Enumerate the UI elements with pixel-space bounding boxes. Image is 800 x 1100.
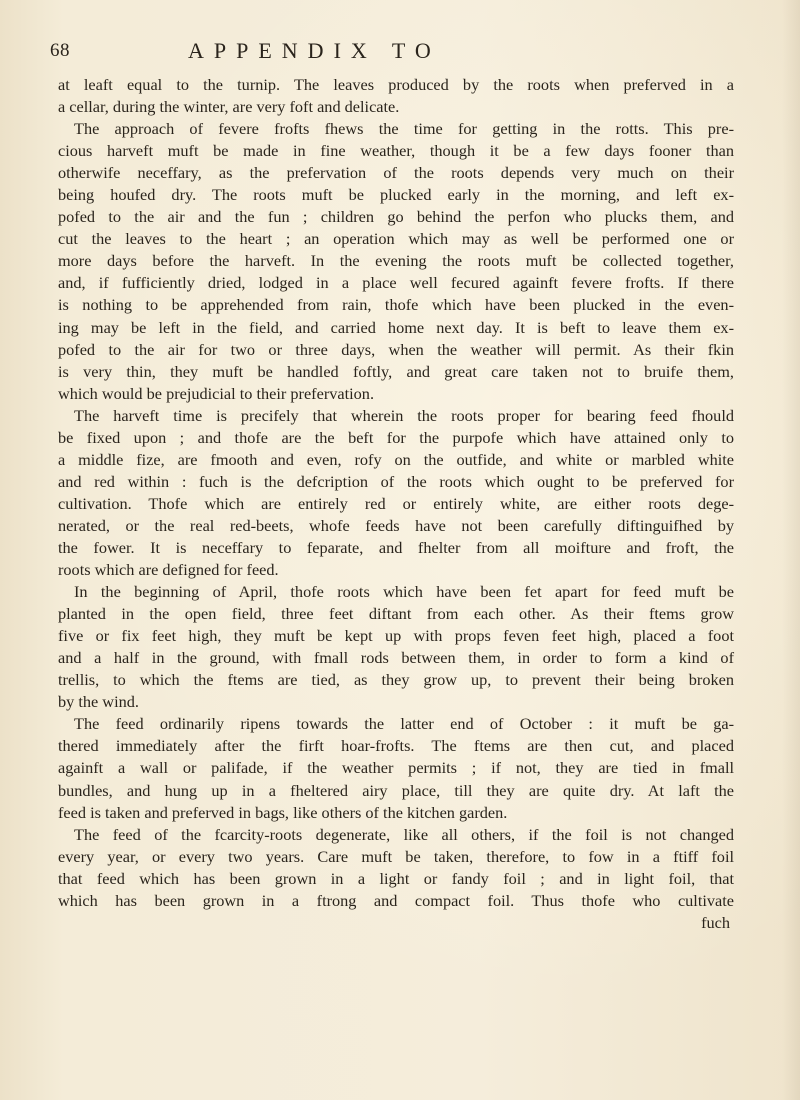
text-line: nerated, or the real red-beets, whofe feeds have not been carefully diftinguifhed by bbox=[58, 515, 734, 535]
text-line: which has been grown in a ftrong and compact foil. Thus thofe who cultivate bbox=[58, 890, 734, 910]
text-line: by the wind. bbox=[58, 692, 139, 712]
text-line: and a half in the ground, with fmall rods between them, in order to form a kind of bbox=[58, 648, 734, 668]
text-line: pofed to the air and the fun ; children go behind the perfon who plucks them, and bbox=[58, 207, 734, 227]
body-text bbox=[58, 74, 734, 934]
text-line: at leaft equal to the turnip. The leaves produced by the roots when preferved in a bbox=[58, 75, 734, 94]
text-line: againft a wall or palifade, if the weather permits ; if not, they are tied in fmall bbox=[58, 758, 734, 778]
text-line: more days before the harveft. In the evening the roots muft be collected together, bbox=[58, 251, 734, 271]
text-line: thered immediately after the firft hoar-frofts. The ftems are then cut, and placed bbox=[58, 736, 734, 756]
text-line: pofed to the air for two or three days, when the weather will permit. As their fkin bbox=[58, 339, 734, 359]
text-line: The feed ordinarily ripens towards the latter end of October : it muft be ga- bbox=[74, 714, 734, 734]
running-head: APPENDIX TO bbox=[188, 38, 441, 63]
page-number: 68 bbox=[50, 40, 70, 61]
text-line: The harveft time is precifely that wherein the roots proper for bearing feed fhould bbox=[74, 405, 734, 425]
text-line: which would be prejudicial to their prefervation. bbox=[58, 383, 375, 403]
text-line: In the beginning of April, thofe roots which have been fet apart for feed muft be bbox=[74, 582, 734, 602]
text-line: that feed which has been grown in a light or fandy foil ; and in light foil, that bbox=[58, 868, 734, 888]
text-line: the fower. It is neceffary to feparate, and fhelter from all moifture and froft, the bbox=[58, 537, 734, 557]
text-line: a middle fize, are fmooth and even, rofy on the outfide, and white or marbled white bbox=[58, 449, 734, 469]
text-line: otherwife neceffary, as the prefervation of the roots depends very much on their bbox=[58, 163, 734, 183]
text-line: is nothing to be apprehended from rain, thofe which have been plucked in the even- bbox=[58, 295, 734, 315]
text-line: trellis, to which the ftems are tied, as they grow up, to prevent their being broken bbox=[58, 670, 734, 690]
text-line: feed is taken and preferved in bags, like others of the kitchen garden. bbox=[58, 802, 508, 822]
text-line: roots which are defigned for feed. bbox=[58, 560, 279, 580]
page-edge-shadow bbox=[782, 0, 800, 1100]
text-line: cultivation. Thofe which are entirely red or entirely white, are either roots dege- bbox=[58, 493, 734, 513]
text-line: ing may be left in the field, and carried home next day. It is beft to leave them ex- bbox=[58, 317, 734, 337]
catchword: fuch bbox=[701, 912, 730, 932]
text-line: a cellar, during the winter, are very foft and delicate. bbox=[58, 97, 400, 117]
text-line: and red within : fuch is the defcription of the roots which ought to be preferved for bbox=[58, 471, 734, 491]
text-line: cut the leaves to the heart ; an operation which may as well be performed one or bbox=[58, 229, 734, 249]
text-line: planted in the open field, three feet diftant from each other. As their ftems grow bbox=[58, 604, 734, 624]
text-line: and, if fufficiently dried, lodged in a place well fecured againft fevere frofts. If there bbox=[58, 273, 734, 293]
page-header bbox=[50, 38, 710, 68]
text-line: bundles, and hung up in a fheltered airy place, till they are quite dry. At laft the bbox=[58, 780, 734, 800]
text-line: The approach of fevere frofts fhews the time for getting in the rotts. This pre- bbox=[74, 119, 734, 139]
text-line: every year, or every two years. Care muft be taken, therefore, to fow in a ftiff foil bbox=[58, 846, 734, 866]
text-line: being houfed dry. The roots muft be plucked early in the morning, and left ex- bbox=[58, 185, 734, 205]
text-line: The feed of the fcarcity-roots degenerate, like all others, if the foil is not changed bbox=[74, 824, 734, 844]
text-line: be fixed upon ; and thofe are the beft for the purpofe which have attained only to bbox=[58, 427, 734, 447]
text-line: five or fix feet high, they muft be kept up with props feven feet high, placed a foot bbox=[58, 626, 734, 646]
text-line: cious harveft muft be made in fine weather, though it be a few days fooner than bbox=[58, 141, 734, 161]
text-line: is very thin, they muft be handled foftly, and great care taken not to bruife them, bbox=[58, 361, 734, 381]
